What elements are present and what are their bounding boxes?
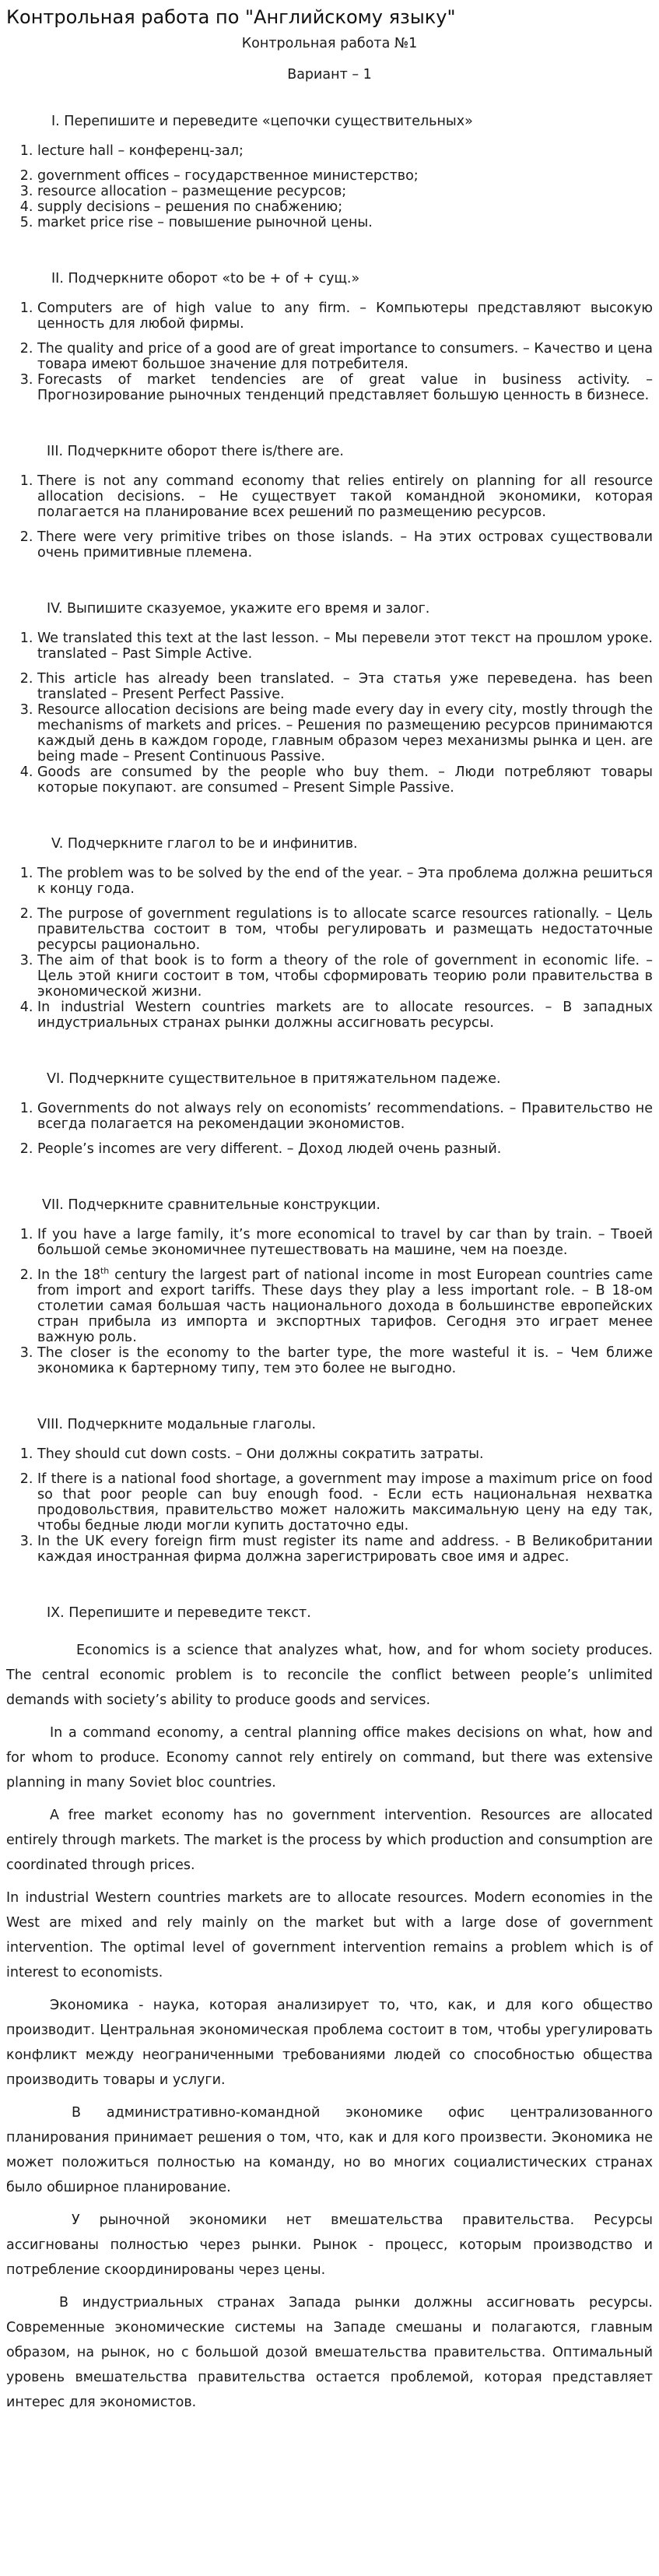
section-list bbox=[6, 866, 653, 1031]
list-item: 3. Forecasts of market tendencies are of great value in business activity. – Прогнозирование рыночных тенденций представляет большую ценность в бизнесе. bbox=[37, 372, 653, 403]
section-list bbox=[6, 1446, 653, 1565]
text-paragraph: В индустриальных странах Запада рынки должны ассигновать ресурсы. Современные экономические системы на Западе смешаны и полагаются, главным образом, на рынок, но с большой дозой вмешательства правительства. Оптимальный уровень вмешательства правительства остается проблемой, которая представляет интерес для экономистов. bbox=[6, 2295, 653, 2410]
section-heading: VI. Подчеркните существительное в притяжательном падеже. bbox=[47, 1071, 501, 1087]
text-paragraph: У рыночной экономики нет вмешательства правительства. Ресурсы ассигнованы полностью через рынки. Рынок - процесс, которым производство и потребление скоординированы через цены. bbox=[6, 2212, 653, 2278]
section-heading: V. Подчеркните глагол to be и инфинитив. bbox=[51, 836, 358, 852]
item-prefix: In the 18 bbox=[37, 1267, 100, 1283]
list-item: 2. The quality and price of a good are of great importance to consumers. – Качество и цена товара имеют большое значение для потребителя. bbox=[37, 341, 653, 372]
list-item: 2. If there is a national food shortage, a government may impose a maximum price on food so that poor people can buy enough food. - Если есть национальная нехватка продовольствия, правительство может наложить максимальную цену на еду так, чтобы бедные люди могли купить достаточно еды. bbox=[37, 1471, 653, 1534]
list-item: 4. In industrial Western countries markets are to allocate resources. – В западных индустриальных странах рынки должны ассигновать ресурсы. bbox=[37, 1000, 653, 1031]
section-heading: VIII. Подчеркните модальные глаголы. bbox=[37, 1417, 317, 1432]
ordinal-suffix: th bbox=[100, 1266, 110, 1277]
text-paragraph: In industrial Western countries markets are to allocate resources. Modern economies in the West are mixed and rely mainly on the market but with a large dose of government intervention. The optimal level of government intervention remains a problem which is of interest to economists. bbox=[6, 1890, 653, 1980]
list-item bbox=[37, 1267, 653, 1345]
section-list bbox=[6, 631, 653, 796]
section-list bbox=[6, 300, 653, 403]
list-item: 1. They should cut down costs. – Они должны сократить затраты. bbox=[37, 1446, 653, 1462]
section-heading: IX. Перепишите и переведите текст. bbox=[47, 1605, 311, 1621]
section-heading: II. Подчеркните оборот «to be + of + сущ.» bbox=[51, 271, 360, 286]
list-item: 4. Goods are consumed by the people who buy them. – Люди потребляют товары которые покупают. are consumed – Present Simple Passive. bbox=[37, 764, 653, 796]
page-title: Контрольная работа по "Английскому языку" bbox=[6, 6, 456, 28]
list-item: 1. There is not any command economy that relies entirely on planning for all resource allocation decisions. – Не существует такой командной экономики, которая полагается на планирование всех решений по размещению ресурсов. bbox=[37, 473, 653, 520]
list-item: 1. We translated this text at the last lesson. – Мы перевели этот текст на прошлом уроке. translated – Past Simple Active. bbox=[37, 631, 653, 662]
list-item: 3. The aim of that book is to form a theory of the role of government in economic life. – Цель этой книги состоит в том, чтобы сформировать теорию роли правительства в экономической жизни. bbox=[37, 953, 653, 1000]
text-paragraph: A free market economy has no government intervention. Resources are allocated entirely through markets. The market is the process by which production and consumption are coordinated through prices. bbox=[6, 1808, 653, 1873]
variant-label: Вариант – 1 bbox=[287, 67, 372, 83]
list-item: 1. Computers are of high value to any firm. – Компьютеры представляют высокую ценность для любой фирмы. bbox=[37, 300, 653, 332]
list-item: 1. Governments do not always rely on economists’ recommendations. – Правительство не всегда полагается на рекомендации экономистов. bbox=[37, 1101, 653, 1132]
text-paragraph: In a command economy, a central planning office makes decisions on what, how and for whom to produce. Economy cannot rely entirely on command, but there was extensive planning in many Soviet bloc countries. bbox=[6, 1725, 653, 1791]
list-item: 2. government offices – государственное министерство; bbox=[37, 168, 653, 184]
list-item: 2. There were very primitive tribes on those islands. – На этих островах существовали очень примитивные племена. bbox=[37, 529, 653, 561]
list-item: 3. In the UK every foreign firm must register its name and address. - В Великобритании каждая иностранная фирма должна зарегистрировать свое имя и адрес. bbox=[37, 1534, 653, 1565]
item-text: century the largest part of national income in most European countries came from import and export tariffs. These days they play a less important role. – В 18-ом столетии самая большая часть национального дохода в большинстве европейских стран прибыла из импорта и экспортных тарифов. Сегодня это играет менее важную роль. bbox=[37, 1267, 653, 1345]
list-item: 1. The problem was to be solved by the end of the year. – Эта проблема должна решиться к концу года. bbox=[37, 866, 653, 897]
list-item: 5. market price rise – повышение рыночной цены. bbox=[37, 215, 653, 230]
section-list bbox=[6, 1227, 653, 1376]
section-list bbox=[6, 1101, 653, 1157]
text-paragraph: В административно-командной экономике офис централизованного планирования принимает решения о том, что, как и для кого произвести. Экономика не может положиться полностью на команду, но во многих социалистических странах было обширное планирование. bbox=[6, 2105, 653, 2195]
text-paragraph: Economics is a science that analyzes what, how, and for whom society produces. The central economic problem is to reconcile the conflict between people’s unlimited demands with society’s ability to produce goods and services. bbox=[6, 1643, 653, 1708]
section-list bbox=[6, 143, 653, 230]
section-list bbox=[6, 473, 653, 561]
section-heading: IV. Выпишите сказуемое, укажите его время и залог. bbox=[47, 601, 430, 617]
list-item: 1. If you have a large family, it’s more economical to travel by car than by train. – Твоей большой семье экономичнее путешествовать на машине, чем на поезде. bbox=[37, 1227, 653, 1258]
list-item: 4. supply decisions – решения по снабжению; bbox=[37, 199, 653, 215]
section-heading: III. Подчеркните оборот there is/there are. bbox=[47, 444, 344, 459]
list-item: 1. lecture hall – конференц-зал; bbox=[37, 143, 653, 159]
list-item: 2. People’s incomes are very different. – Доход людей очень разный. bbox=[37, 1141, 653, 1157]
list-item: 3. resource allocation – размещение ресурсов; bbox=[37, 184, 653, 199]
section-heading: VII. Подчеркните сравнительные конструкции. bbox=[42, 1197, 380, 1213]
work-subtitle: Контрольная работа №1 bbox=[241, 36, 418, 51]
list-item: 2. The purpose of government regulations is to allocate scarce resources rationally. – Цель правительства состоит в том, чтобы регулировать и размещать недостаточные ресурсы рационально. bbox=[37, 906, 653, 953]
text-paragraph: Экономика - наука, которая анализирует то, что, как, и для кого общество производит. Центральная экономическая проблема состоит в том, чтобы урегулировать конфликт между неограниченными требованиями людей со способностью общества производить товары и услуги. bbox=[6, 1998, 653, 2088]
list-item: 3. The closer is the economy to the barter type, the more wasteful it is. – Чем ближе экономика к бартерному типу, тем это более не выгодно. bbox=[37, 1345, 653, 1376]
section-heading: I. Перепишите и переведите «цепочки существительных» bbox=[51, 114, 473, 129]
list-item: 3. Resource allocation decisions are being made every day in every city, mostly through the mechanisms of markets and prices. – Решения по размещению ресурсов принимаются каждый день в каждом городе, главным образом через механизмы рынка и цен. are being made – Present Continuous Passive. bbox=[37, 702, 653, 764]
document-body bbox=[6, 36, 653, 2415]
list-item: 2. This article has already been translated. – Эта статья уже переведена. has been translated – Present Perfect Passive. bbox=[37, 671, 653, 702]
